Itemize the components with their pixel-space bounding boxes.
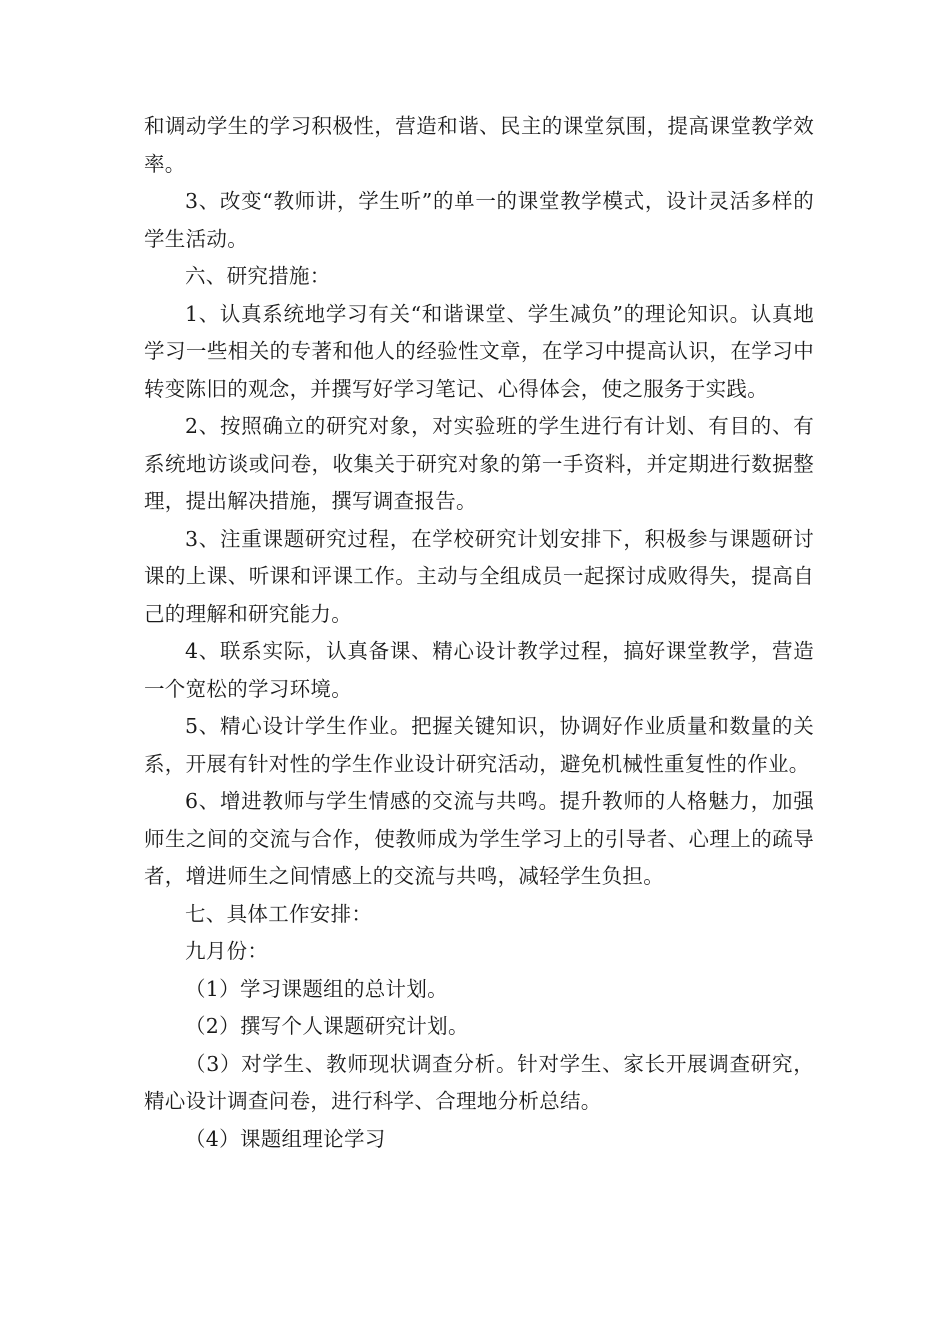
schedule-item-2: （2）撰写个人课题研究计划。 bbox=[185, 1014, 469, 1038]
schedule-item-3: （3）对学生、教师现状调查分析。针对学生、家长开展调查研究，精心设计调查问卷，进行科学、合理地分析总结。 bbox=[144, 1051, 814, 1113]
paragraph-goal-3: 3、改变“教师讲，学生听”的单一的课堂教学模式，设计灵活多样的学生活动。 bbox=[144, 189, 814, 251]
paragraph-continuation: 和调动学生的学习积极性，营造和谐、民主的课堂氛围，提高课堂教学效率。 bbox=[144, 114, 814, 176]
paragraph-measure-3: 3、注重课题研究过程，在学校研究计划安排下，积极参与课题研讨课的上课、听课和评课工作。主动与全组成员一起探讨成败得失，提高自己的理解和研究能力。 bbox=[144, 526, 814, 626]
schedule-item-4: （4）课题组理论学习 bbox=[185, 1126, 386, 1151]
document-body bbox=[144, 108, 814, 1158]
section-heading-schedule: 七、具体工作安排： bbox=[185, 901, 373, 926]
paragraph-measure-1: 1、认真系统地学习有关“和谐课堂、学生减负”的理论知识。认真地学习一些相关的专著和他人的经验性文章，在学习中提高认识，在学习中转变陈旧的观念，并撰写好学习笔记、心得体会，使之服务于实践。 bbox=[144, 301, 814, 401]
schedule-item-1: （1）学习课题组的总计划。 bbox=[185, 976, 448, 1001]
schedule-month-september: 九月份： bbox=[185, 939, 269, 963]
paragraph-measure-2: 2、按照确立的研究对象，对实验班的学生进行有计划、有目的、有系统地访谈或问卷，收集关于研究对象的第一手资料，并定期进行数据整理，提出解决措施，撰写调查报告。 bbox=[144, 414, 814, 513]
paragraph-measure-4: 4、联系实际，认真备课、精心设计教学过程，搞好课堂教学，营造一个宽松的学习环境。 bbox=[144, 639, 814, 701]
section-heading-measures: 六、研究措施： bbox=[185, 264, 331, 288]
paragraph-measure-5: 5、精心设计学生作业。把握关键知识，协调好作业质量和数量的关系，开展有针对性的学生作业设计研究活动，避免机械性重复性的作业。 bbox=[144, 714, 814, 776]
paragraph-measure-6: 6、增进教师与学生情感的交流与共鸣。提升教师的人格魅力，加强师生之间的交流与合作，使教师成为学生学习上的引导者、心理上的疏导者，增进师生之间情感上的交流与共鸣，减轻学生负担。 bbox=[144, 789, 814, 888]
